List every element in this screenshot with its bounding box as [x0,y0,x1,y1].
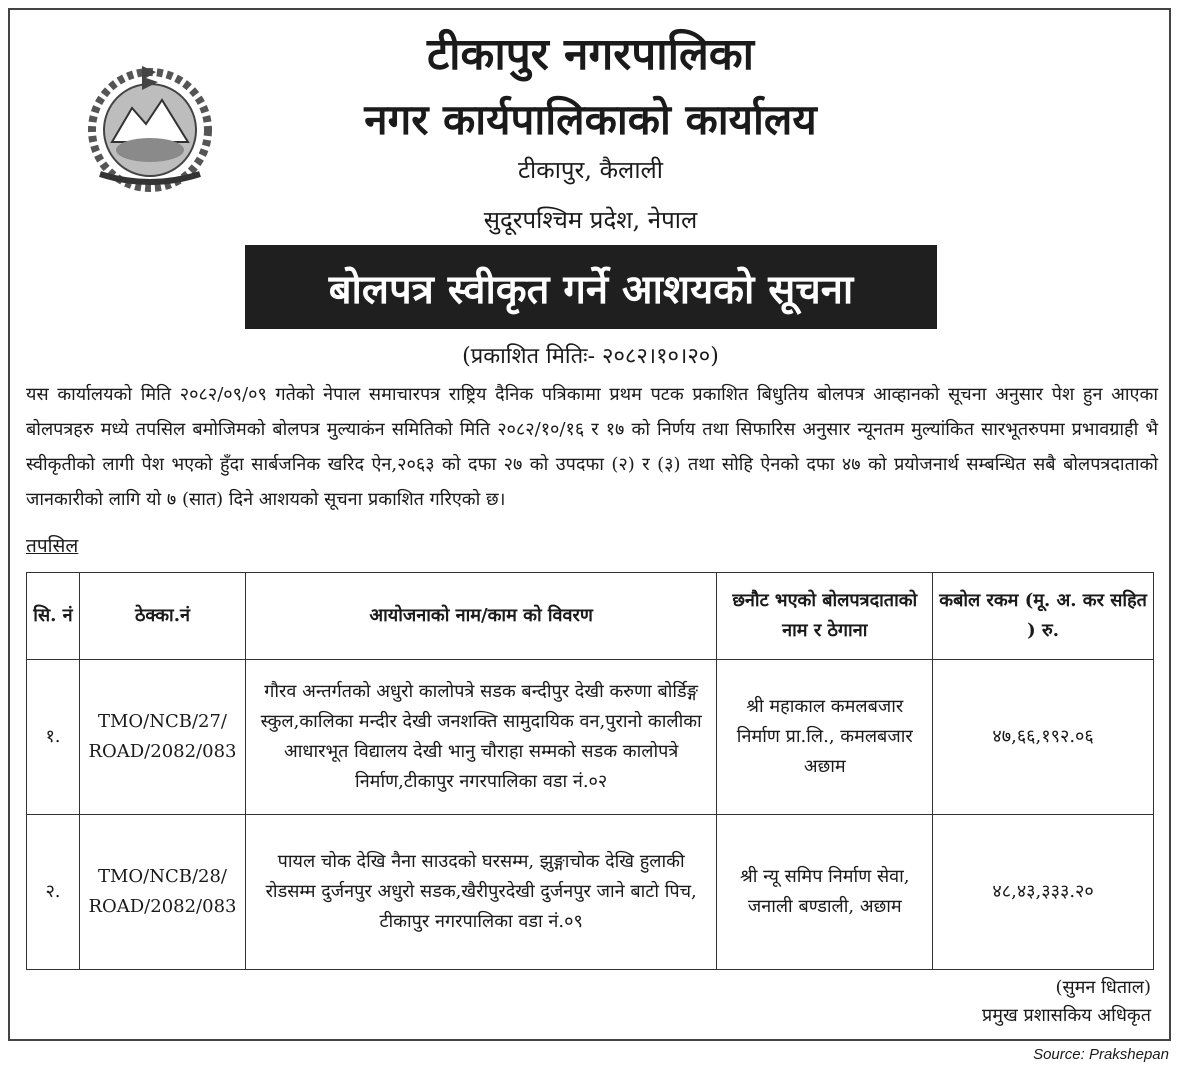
bid-table [26,572,1154,970]
contract-cell: TMO/NCB/27/ ROAD/2082/083 [79,660,245,815]
office-address: टीकापुर, कैलाली [517,156,664,184]
col-header-serial: सि. नं [27,573,80,660]
col-header-description: आयोजनाको नाम/काम को विवरण [245,573,716,660]
col-header-contract: ठेक्का.नं [79,573,245,660]
signatory-name: (सुमन धिताल) [1055,977,1151,998]
notice-title-banner: बोलपत्र स्वीकृत गर्ने आशयको सूचना [245,245,937,329]
bidder-cell: श्री महाकाल कमलबजार निर्माण प्रा.लि., कमलबजार अछाम [717,660,933,815]
amount-cell: ४८,४३,३३३.२० [933,815,1154,970]
contract-cell: TMO/NCB/28/ ROAD/2082/083 [79,815,245,970]
office-name: नगर कार्यपालिकाको कार्यालय [364,95,817,144]
col-header-amount: कबोल रकम (मू. अ. कर सहित ) रु. [933,573,1154,660]
bidder-cell: श्री न्यू समिप निर्माण सेवा, जनाली बण्डाली, अछाम [717,815,933,970]
signatory-title: प्रमुख प्रशासकिय अधिकृत [982,1005,1151,1026]
amount-cell: ४७,६६,१९२.०६ [933,660,1154,815]
serial-cell: २. [27,815,80,970]
published-date: (प्रकाशित मितिः- २०८२।१०।२०) [462,344,719,369]
description-cell: गौरव अन्तर्गतको अधुरो कालोपत्रे सडक बन्दीपुर देखी करुणा बोर्डिङ्ग स्कुल,कालिका मन्दीर देखी जनशक्ति सामुदायिक वन,पुरानो कालीका आधारभूत विद्यालय देखी भानु चौराहा सम्मको सडक कालोपत्रे निर्माण,टीकापुर नगरपालिका वडा नं.०२ [245,660,716,815]
table-header-row [27,573,1154,660]
table-row [27,815,1154,970]
source-credit: Source: Prakshepan [1033,1046,1169,1063]
province-country: सुदूरपश्चिम प्रदेश, नेपाल [483,206,698,234]
municipality-name: टीकापुर नगरपालिका [426,29,755,80]
col-header-bidder: छनौट भएको बोलपत्रदाताको नाम र ठेगाना [717,573,933,660]
description-cell: पायल चोक देखि नैना साउदको घरसम्म, झुङ्गाचोक देखि हुलाकी रोडसम्म दुर्जनपुर अधुरो सडक,खैरीपुरदेखी दुर्जनपुर जाने बाटो पिच, टीकापुर नगरपालिका वडा नं.०९ [245,815,716,970]
details-heading: तपसिल [26,535,79,557]
table-row [27,660,1154,815]
notice-body: यस कार्यालयको मिति २०८२/०९/०९ गतेको नेपाल समाचारपत्र राष्ट्रिय दैनिक पत्रिकामा प्रथम पटक प्रकाशित बिधुतिय बोलपत्र आव्हानको सूचना अनुसार पेश हुन आएका बोलपत्रहरु मध्ये तपसिल बमोजिमको बोलपत्र मुल्याकंन समितिको मिति २०८२/१०/१६ र १७ को निर्णय तथा सिफारिस अनुसार न्यूनतम मुल्यांकित सारभूतरुपमा प्रभावग्राही भै स्वीकृतीको लागी पेश भएको हुँदा सार्बजनिक खरिद ऐन,२०६३ को दफा २७ को उपदफा (२) र (३) तथा सोहि ऐनको दफा ४७ को प्रयोजनार्थ सम्बन्धित सबै बोलपत्रदाताको जानकारीको लागि यो ७ (सात) दिने आशयको सूचना प्रकाशित गरिएको छ। [26,384,1158,510]
serial-cell: १. [27,660,80,815]
